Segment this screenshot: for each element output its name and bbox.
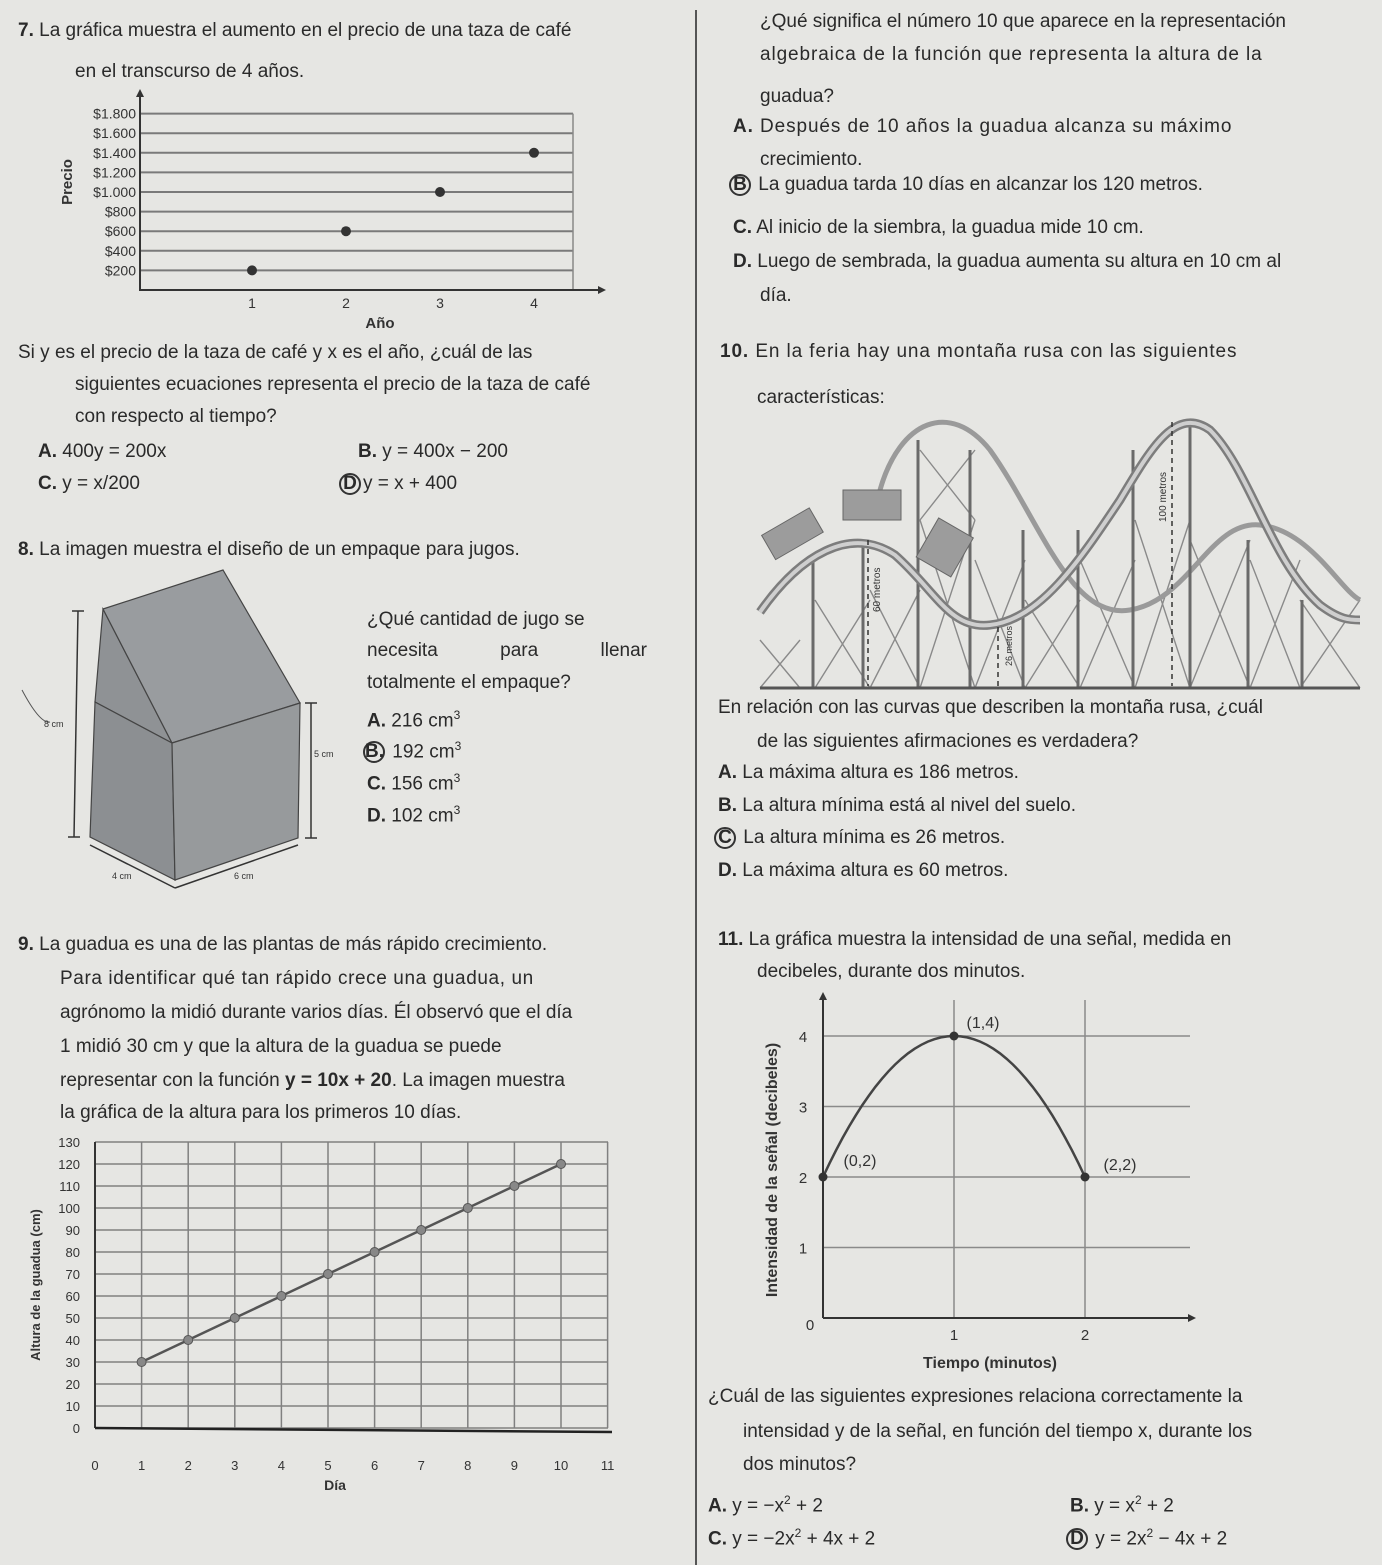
- y-tick-label: $1.400: [93, 144, 136, 161]
- column-divider: [695, 10, 697, 1565]
- option-text: La altura mínima es 26 metros.: [743, 827, 1006, 848]
- y-tick-label: $600: [104, 223, 136, 240]
- q8-question-line1: ¿Qué cantidad de jugo se: [367, 609, 585, 630]
- option-letter: A.: [733, 116, 754, 137]
- data-point: [324, 1270, 333, 1279]
- x-tick-label: 2: [342, 295, 350, 311]
- option-letter: A.: [38, 441, 57, 462]
- data-point: [184, 1336, 193, 1345]
- q7-option-b[interactable]: [358, 441, 508, 463]
- y-tick-label: $200: [104, 262, 136, 279]
- q9-stem-line6: la gráfica de la altura para los primeros 10 días.: [60, 1102, 462, 1123]
- juice-package-figure: [20, 565, 360, 900]
- y-axis-label: Intensidad de la señal (decibeles): [764, 1042, 781, 1298]
- exponent: 2: [1134, 1493, 1142, 1507]
- x-tick-label: 5: [324, 1458, 332, 1473]
- q7-stem-line1: [18, 20, 571, 42]
- data-point: [819, 1173, 828, 1182]
- option-letter-circled: B.: [365, 741, 384, 763]
- option-letter: D.: [733, 251, 752, 272]
- data-point: [230, 1314, 239, 1323]
- bamboo-height-chart: [0, 1130, 640, 1500]
- point-annotation: (1,4): [966, 1015, 1000, 1032]
- text: representar con la función: [60, 1070, 280, 1091]
- option-text: 400y = 200x: [62, 441, 167, 462]
- option-letter-circled: B: [729, 174, 751, 196]
- y-axis-label: Altura de la guadua (cm): [28, 1209, 43, 1361]
- y-tick-label: $1.600: [93, 125, 136, 142]
- y-tick-label: 80: [65, 1245, 80, 1260]
- q8-option-d[interactable]: [367, 799, 460, 827]
- exponent: 3: [453, 708, 461, 722]
- x-axis-label: Día: [324, 1477, 346, 1493]
- y-tick-label: 130: [58, 1135, 80, 1150]
- q7-number: 7.: [18, 20, 34, 41]
- option-letter: A.: [367, 710, 386, 732]
- data-point: [137, 1358, 146, 1367]
- x-tick-label: 3: [436, 295, 444, 311]
- option-text-rest: + 4x + 2: [801, 1528, 876, 1550]
- option-text: Al inicio de la siembra, la guadua mide 10 cm.: [756, 217, 1144, 238]
- q9-stem-line4: 1 midió 30 cm y que la altura de la guadua se puede: [60, 1036, 502, 1057]
- exponent: 3: [454, 739, 462, 753]
- option-text: y = x + 400: [363, 473, 458, 494]
- x-tick-label: 6: [370, 1458, 379, 1473]
- q11-option-b[interactable]: [1070, 1489, 1174, 1517]
- option-text: y = 2x: [1095, 1528, 1147, 1550]
- exponent: 3: [453, 771, 461, 785]
- q7-question-line1: Si y es el precio de la taza de café y x es el año, ¿cuál de las: [18, 342, 533, 363]
- q11-question-line1: ¿Cuál de las siguientes expresiones relaciona correctamente la: [708, 1386, 1243, 1407]
- x-tick-label: 10: [553, 1458, 569, 1473]
- y-tick-label: 110: [59, 1179, 80, 1194]
- x-tick-label: 1: [248, 295, 256, 311]
- label-60-metros: 60 metros: [872, 567, 883, 612]
- q8-number: 8.: [18, 539, 34, 560]
- q11-stem-line2: decibeles, durante dos minutos.: [757, 961, 1026, 982]
- y-tick-label: 70: [65, 1267, 80, 1282]
- label-4cm: 4 cm: [112, 871, 132, 881]
- option-letter-circled: D: [1066, 1528, 1088, 1550]
- q9-option-d[interactable]: [733, 251, 1281, 273]
- data-point: [557, 1160, 566, 1169]
- label-6cm: 6 cm: [234, 871, 254, 881]
- q11-option-d-selected[interactable]: [1070, 1522, 1227, 1550]
- y-tick-label: 30: [65, 1355, 80, 1370]
- q10-question-line2: de las siguientes afirmaciones es verdadera?: [757, 731, 1139, 752]
- q8-option-a[interactable]: [367, 704, 460, 732]
- q7-stem-text: La gráfica muestra el aumento en el precio de una taza de café: [39, 20, 572, 41]
- x-axis-arrow: [1188, 1314, 1196, 1322]
- q10-question-line1: En relación con las curvas que describen la montaña rusa, ¿cuál: [718, 697, 1263, 718]
- q9-stem-line5: [60, 1070, 565, 1092]
- y-tick-label: $800: [104, 203, 136, 220]
- option-letter: C.: [733, 217, 752, 238]
- q9-stem-line3: agrónomo la midió durante varios días. Él observó que el día: [60, 1002, 573, 1023]
- q11-option-a[interactable]: [708, 1489, 823, 1517]
- q10-number: 10.: [720, 341, 750, 362]
- y-tick-label: $1.000: [93, 184, 136, 200]
- y-tick-label: 120: [58, 1157, 80, 1172]
- x-tick-label: 2: [1080, 1327, 1090, 1344]
- q9-question-line2: algebraica de la función que representa la altura de la: [760, 44, 1263, 65]
- q11-option-c[interactable]: [708, 1522, 875, 1550]
- q11-question-line3: dos minutos?: [743, 1454, 857, 1475]
- q9-option-a[interactable]: [733, 116, 1232, 138]
- exponent: 2: [784, 1493, 791, 1507]
- x-tick-label: 0: [805, 1317, 815, 1334]
- q10-option-a[interactable]: [718, 762, 1019, 784]
- y-tick-label: 10: [65, 1399, 80, 1414]
- option-text: La máxima altura es 60 metros.: [742, 860, 1009, 881]
- point-annotation: (0,2): [843, 1153, 877, 1170]
- label-8cm: 8 cm: [44, 719, 64, 729]
- y-tick-label: 40: [65, 1333, 80, 1348]
- x-tick-label: 1: [949, 1327, 959, 1344]
- exponent: 2: [794, 1526, 802, 1540]
- roller-coaster-figure: [760, 410, 1360, 692]
- q10-option-d[interactable]: [718, 860, 1008, 882]
- x-tick-label: 4: [277, 1458, 286, 1473]
- q11-stem-text: La gráfica muestra la intensidad de una señal, medida en: [748, 929, 1232, 950]
- q8-question-line2: [367, 640, 647, 662]
- q11-number: 11.: [718, 929, 744, 950]
- x-axis-label: Tiempo (minutos): [923, 1355, 1057, 1372]
- option-letter: B.: [1070, 1495, 1089, 1517]
- exponent: 2: [1146, 1526, 1154, 1540]
- q9-option-d-cont: día.: [760, 285, 792, 306]
- q10-option-c-selected[interactable]: [718, 827, 1005, 849]
- option-letter: C.: [708, 1528, 727, 1550]
- data-point: [510, 1182, 519, 1191]
- q9-question-line3: guadua?: [760, 86, 834, 107]
- option-letter: A.: [718, 762, 737, 783]
- q7-option-a[interactable]: [38, 441, 166, 463]
- option-letter-circled: D: [339, 473, 361, 495]
- q9-option-c[interactable]: [733, 217, 1144, 239]
- q7-option-c[interactable]: [38, 473, 140, 495]
- x-axis-label: Año: [365, 315, 395, 332]
- x-tick-label: 7: [417, 1458, 425, 1473]
- option-text-rest: + 2: [790, 1495, 823, 1517]
- q9-stem-line1: [18, 934, 547, 956]
- x-tick-label: 3: [231, 1458, 239, 1473]
- data-point: [1081, 1173, 1090, 1182]
- y-tick-label: $1.200: [93, 164, 136, 181]
- y-axis-arrow: [136, 89, 144, 97]
- y-tick-label: 20: [65, 1377, 80, 1392]
- function-formula: y = 10x + 20: [284, 1070, 392, 1091]
- text: . La imagen muestra: [391, 1070, 565, 1091]
- y-axis-label: Precio: [59, 159, 76, 205]
- q11-question-line2: intensidad y de la señal, en función del tiempo x, durante los: [743, 1421, 1253, 1442]
- option-letter-circled: C: [714, 827, 736, 849]
- x-tick-label: 1: [137, 1458, 146, 1473]
- option-letter: C.: [38, 473, 57, 494]
- data-point: [463, 1204, 472, 1213]
- option-text: y = x/200: [62, 473, 140, 494]
- option-text: Después de 10 años la guadua alcanza su máximo: [760, 116, 1233, 137]
- y-tick-label: 2: [798, 1170, 808, 1187]
- data-point: [277, 1292, 286, 1301]
- q7-option-d-selected[interactable]: [343, 473, 457, 495]
- option-text: La máxima altura es 186 metros.: [742, 762, 1019, 783]
- q8-option-c[interactable]: [367, 767, 460, 795]
- word: llenar: [600, 640, 647, 661]
- y-tick-label: 0: [72, 1421, 80, 1436]
- q10-stem-line1: [720, 341, 1237, 363]
- x-tick-label: 8: [464, 1458, 472, 1473]
- q8-option-b-selected[interactable]: [367, 735, 461, 763]
- y-tick-label: 1: [798, 1240, 808, 1258]
- y-axis-arrow: [819, 992, 827, 1000]
- point-annotation: (2,2): [1103, 1157, 1137, 1174]
- x-tick-label: 11: [600, 1458, 615, 1473]
- option-letter: B.: [718, 795, 737, 816]
- data-point: [417, 1226, 426, 1235]
- y-tick-label: $400: [104, 242, 136, 259]
- data-point: [950, 1032, 959, 1041]
- label-100-metros: 100 metros: [1158, 471, 1169, 522]
- option-text: La altura mínima está al nivel del suelo.: [742, 795, 1077, 816]
- word: necesita: [367, 640, 438, 661]
- y-tick-label: 3: [798, 1099, 808, 1117]
- option-text-rest: − 4x + 2: [1153, 1528, 1228, 1550]
- q9-question-line1: ¿Qué significa el número 10 que aparece en la representación: [760, 11, 1286, 32]
- x-axis-arrow: [598, 286, 606, 294]
- x-tick-label: 9: [510, 1458, 519, 1473]
- option-text: y = −x: [732, 1495, 785, 1517]
- data-point: [529, 148, 539, 158]
- data-point: [341, 226, 351, 236]
- exponent: 3: [453, 803, 461, 817]
- q9-option-b-selected[interactable]: [733, 174, 1203, 196]
- y-tick-label: 60: [65, 1289, 80, 1304]
- option-letter: D.: [367, 805, 386, 827]
- q8-stem-text: La imagen muestra el diseño de un empaque para jugos.: [39, 539, 520, 560]
- x-tick-label: 4: [530, 295, 538, 311]
- y-tick-label: 90: [65, 1223, 80, 1238]
- option-text: y = −2x: [732, 1528, 795, 1550]
- option-text: Luego de sembrada, la guadua aumenta su altura en 10 cm al: [757, 251, 1282, 272]
- label-5cm: 5 cm: [314, 749, 334, 759]
- q9-stem-text: La guadua es una de las plantas de más rápido crecimiento.: [39, 934, 548, 955]
- q10-option-b[interactable]: [718, 795, 1076, 817]
- option-text: y = 400x − 200: [382, 441, 508, 462]
- q7-stem-line2: en el transcurso de 4 años.: [75, 61, 305, 82]
- q10-stem-text: En la feria hay una montaña rusa con las siguientes: [755, 341, 1238, 362]
- x-tick-label: 0: [91, 1458, 99, 1473]
- y-tick-label: 100: [58, 1201, 80, 1216]
- q8-stem: [18, 539, 520, 561]
- q11-stem-line1: [718, 929, 1231, 951]
- q7-question-line3: con respecto al tiempo?: [75, 406, 277, 427]
- data-point: [435, 187, 445, 197]
- option-text: y = x: [1094, 1495, 1135, 1517]
- y-tick-label: 4: [798, 1029, 808, 1046]
- data-line: [142, 1164, 561, 1362]
- q9-stem-line2: Para identificar qué tan rápido crece una guadua, un: [60, 968, 534, 989]
- option-text: 156 cm: [391, 773, 454, 795]
- data-point: [370, 1248, 379, 1257]
- option-text: 216 cm: [391, 710, 454, 732]
- q9-option-a-cont: crecimiento.: [760, 149, 863, 170]
- signal-intensity-chart: [740, 985, 1210, 1380]
- q8-question-line3: totalmente el empaque?: [367, 672, 571, 693]
- option-letter: D.: [718, 860, 737, 881]
- q7-question-line2: siguientes ecuaciones representa el precio de la taza de café: [75, 374, 591, 395]
- y-tick-label: $1.800: [93, 105, 136, 122]
- option-letter: C.: [367, 773, 386, 795]
- coffee-price-chart: [30, 90, 630, 340]
- q10-stem-line2: características:: [757, 387, 885, 408]
- option-letter: B.: [358, 441, 377, 462]
- option-text: 102 cm: [391, 805, 454, 827]
- option-text: La guadua tarda 10 días en alcanzar los 120 metros.: [758, 174, 1203, 195]
- q9-number: 9.: [18, 934, 34, 955]
- label-26-metros: 26 metros: [1004, 625, 1014, 666]
- word: para: [500, 640, 539, 661]
- option-text-rest: + 2: [1141, 1495, 1174, 1517]
- x-tick-label: 2: [184, 1458, 192, 1473]
- y-tick-label: 50: [65, 1311, 80, 1326]
- data-point: [247, 265, 257, 275]
- option-text: 192 cm: [392, 741, 455, 763]
- option-letter: A.: [708, 1495, 727, 1517]
